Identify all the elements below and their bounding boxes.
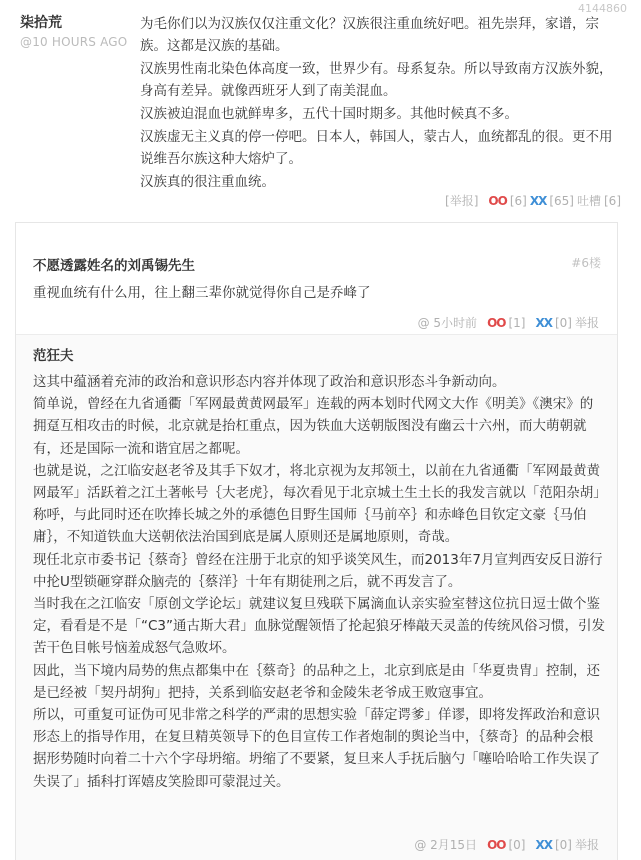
- comment-author[interactable]: 范狂夫: [33, 348, 74, 364]
- oo-button[interactable]: OO: [488, 193, 507, 208]
- post-paragraph: 汉族被迫混血也就鲜卑多，五代十国时期多。其他时候真不多。: [140, 106, 518, 122]
- post-paragraph: 为毛你们以为汉族仅仅注重文化？汉族很注重血统好吧。祖先崇拜，家谱，宗族。这都是汉族的基础。: [140, 16, 599, 54]
- oo-button[interactable]: OO: [487, 837, 506, 852]
- report-link[interactable]: [举报]: [445, 194, 479, 208]
- xx-button[interactable]: XX: [529, 193, 547, 208]
- post-body: [140, 13, 622, 194]
- xx-button[interactable]: XX: [535, 315, 552, 330]
- comment-time: @ 5小时前: [417, 316, 478, 330]
- post-time: @10 HOURS AGO: [20, 35, 128, 49]
- comment-vote-bar: [414, 836, 599, 853]
- xx-count: [0]: [554, 837, 572, 852]
- author-info: [20, 13, 138, 51]
- oo-count: [0]: [508, 837, 526, 852]
- tucao-count: [6]: [604, 193, 621, 208]
- xx-count: [65]: [549, 193, 574, 208]
- comment-author[interactable]: 不愿透露姓名的刘禹锡先生: [33, 258, 195, 274]
- comment-item: [16, 336, 617, 860]
- comment-body: [33, 371, 605, 793]
- author-name[interactable]: 柒拾荒: [20, 15, 62, 31]
- oo-count: [6]: [509, 193, 527, 208]
- comment-time: @ 2月15日: [414, 838, 478, 852]
- oo-button[interactable]: OO: [487, 315, 506, 330]
- xx-button[interactable]: XX: [535, 837, 552, 852]
- xx-count: [0]: [554, 315, 572, 330]
- comment-item: [16, 223, 617, 335]
- comment-paragraph: 也就是说，之江临安赵老爷及其手下奴才，将北京视为友邦领土，以前在九省通衢「军网最黄黄网最军」活跃着之江土著帐号｛大老虎｝，每次看见于北京城土生土长的我发言就以「范阳杂胡」称呼，与此同时还在吹捧长城之外的承德色目野生国师｛马前卒｝和赤峰色目钦定文豪｛马伯庸｝，不知道铁血大送朝依法治国到底是属人原则还是属地原则，奇哉。: [33, 462, 600, 546]
- comment-paragraph: 这其中蕴涵着充沛的政治和意识形态内容并体现了政治和意识形态斗争新动向。: [33, 374, 506, 390]
- oo-count: [1]: [508, 315, 526, 330]
- post-paragraph: 汉族男性南北染色体高度一致，世界少有。母系复杂。所以导致南方汉族外貌，身高有差异。就像西班牙人到了南美混血。: [140, 61, 613, 99]
- comment-paragraph: 简单说，曾经在九省通衢「军网最黄黄网最军」连载的两本划时代网文大作《明美》《澳宋》的拥趸互相攻击的时候，北京就是抬杠重点，因为铁血大送朝版图没有幽云十六州，而大萌朝就有，还是国际一流和谐宜居之都呢。: [33, 396, 594, 457]
- comment-floor[interactable]: #6楼: [571, 256, 601, 270]
- tucao-button[interactable]: 吐槽: [576, 194, 601, 208]
- comment-paragraph: 现任北京市委书记｛蔡奇｝曾经在注册于北京的知乎谈笑风生，而2013年7月宣判西安反日游行中抡U型锁砸穿群众脑壳的｛蔡洋｝十年有期徒刑之后，就不再发言了。: [33, 551, 603, 590]
- post-vote-bar: [445, 192, 621, 209]
- report-link[interactable]: 举报: [574, 838, 599, 852]
- comment-paragraph: 因此，当下境内局势的焦点都集中在｛蔡奇｝的品种之上，北京到底是由「华夏贵胄」控制，还是已经被「契丹胡狗」把持，关系到临安赵老爷和金陵朱老爷成王败寇事宜。: [33, 662, 600, 701]
- comment-paragraph: 所以，可重复可证伪可见非常之科学的严肃的思想实验「薛定谔爹」佯谬，即将发挥政治和意识形态上的指导作用，在复旦精英领导下的色目宣传工作者炮制的舆论当中，｛蔡奇｝的品种会根据形势随时向着二十六个字母坍缩。坍缩了不要紧，复旦来人手抚后脑勺「噻哈哈哈工作失误了失误了」插科打诨嬉皮笑脸即可蒙混过关。: [33, 707, 600, 790]
- comment-text: 重视血统有什么用，往上翻三辈你就觉得你自己是乔峰了: [33, 285, 371, 301]
- post-paragraph: 汉族虚无主义真的停一停吧。日本人，韩国人，蒙古人，血统都乱的很。更不用说维吾尔族这种大熔炉了。: [140, 129, 613, 167]
- comments-section: [15, 222, 618, 860]
- main-post: [0, 0, 641, 214]
- comment-paragraph: 当时我在之江临安「原创文学论坛」就建议复旦残联下属滴血认亲实验室替这位抗日逗士做个鉴定，看看是不是「“C3”通古斯大君」血脉觉醒领悟了抡起狼牙棒敲天灵盖的传统风俗习惯，引发苦干色目帐号恼羞成怒气急败坏。: [33, 596, 606, 657]
- post-id: 4144860: [578, 2, 627, 15]
- post-paragraph: 汉族真的很注重血统。: [140, 174, 275, 190]
- report-link[interactable]: 举报: [574, 316, 599, 330]
- comment-vote-bar: [418, 314, 599, 331]
